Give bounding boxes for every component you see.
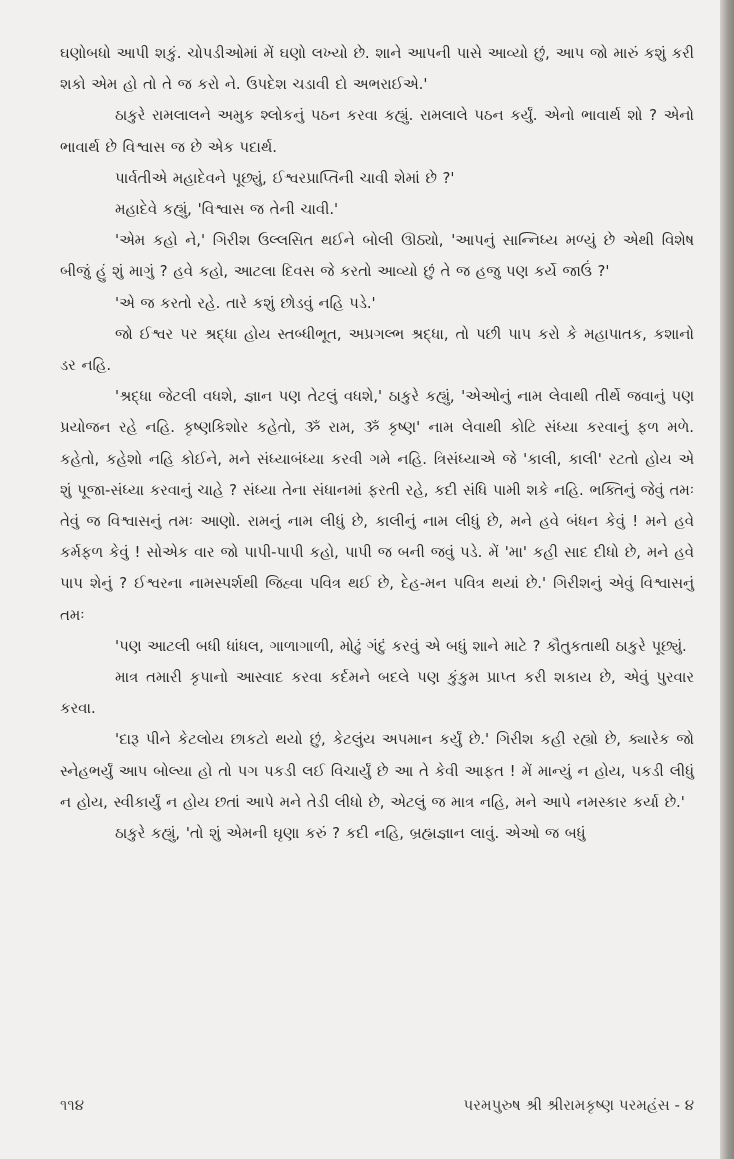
- page-edge-shadow: [720, 0, 734, 1159]
- paragraph: જો ઈશ્વર પર શ્રદ્ધા હોય સ્તબ્ધીભૂત, અપ્રગલ્ભ શ્રદ્ધા, તો પછી પાપ કરો કે મહાપાતક, કશાનો ડર નહિ.: [60, 325, 694, 375]
- paragraph: 'એમ કહો ને,' ગિરીશ ઉલ્લસિત થઈને બોલી ઊઠ્યો, 'આપનું સાન્નિધ્ય મળ્યું છે એથી વિશેષ બીજું હું શું માગું ? હવે કહો, આટલા દિવસ જે કરતો આવ્યો છું તે જ હજુ પણ કર્યે જાઉં ?': [60, 232, 694, 281]
- paragraph: ઘણોબધો આપી શકું. ચોપડીઓમાં મેં ઘણો લખ્યો છે. શાને આપની પાસે આવ્યો છું, આપ જો મારું કશું કરી શકો એમ હો તો તે જ કરો ને. ઉપદેશ ચડાવી દો અભરાઈએ.': [60, 45, 694, 94]
- paragraph: 'એ જ કરતો રહે. તારે કશું છોડવું નહિ પડે.': [115, 294, 376, 312]
- paragraph: 'દારૂ પીને કેટલોય છાકટો થયો છું, કેટલુંય અપમાન કર્યું છે.' ગિરીશ કહી રહ્યો છે, ક્યારેક જો સ્નેહભર્યું આપ બોલ્યા હો તો પગ પકડી લઈ વિચાર્યું છે આ તે કેવી આફત ! મેં માન્યું ન હોય, પકડી લીધું ન હોય, સ્વીકાર્યું ન હોય છતાં આપે મને તેડી લીધો છે, એટલું જ માત્ર નહિ, મને આપે નમસ્કાર કર્યા છે.': [60, 731, 694, 811]
- paragraph: મહાદેવે કહ્યું, 'વિશ્વાસ જ તેની ચાવી.': [115, 201, 339, 219]
- body-text: [60, 38, 694, 849]
- paragraph: ઠાકુરે રામલાલને અમુક શ્લોકનું પઠન કરવા કહ્યું. રામલાલે પઠન કર્યું. એનો ભાવાર્થ શો ? એનો ભાવાર્થ છે વિશ્વાસ જ છે એક પદાર્થ.: [60, 107, 694, 156]
- paragraph: પાર્વતીએ મહાદેવને પૂછ્યું, ઈશ્વરપ્રાપ્તિની ચાવી શેમાં છે ?': [115, 169, 455, 187]
- paragraph: ઠાકુરે કહ્યું, 'તો શું એમની ઘૃણા કરું ? કદી નહિ, બ્રહ્મજ્ઞાન લાવું. એઓ જ બધું: [115, 825, 586, 843]
- page-number: ૧૧૪: [60, 1096, 85, 1114]
- paragraph: 'પણ આટલી બધી ધાંધલ, ગાળાગાળી, મોઢું ગંદું કરવું એ બધું શાને માટે ? કૌતુકતાથી ઠાકુરે પૂછ્યું.: [115, 637, 687, 655]
- page-footer: [60, 1096, 694, 1124]
- paragraph: 'શ્રદ્ધા જેટલી વધશે, જ્ઞાન પણ તેટલું વધશે,' ઠાકુરે કહ્યું, 'એઓનું નામ લેવાથી તીર્થે જવાનું પણ પ્રયોજન રહે નહિ. કૃષ્ણકિશોર કહેતો, ૐ રામ, ૐ કૃષ્ણ' નામ લેવાથી કોટિ સંધ્યા કરવાનું ફળ મળે. કહેતો, કહેશો નહિ કોઈને, મને સંધ્યાબંધ્યા કરવી ગમે નહિ. ત્રિસંધ્યાએ જે 'કાલી, કાલી' રટતો હોય એ શું પૂજા-સંધ્યા કરવાનું ચાહે ? સંધ્યા તેના સંધાનમાં ફરતી રહે, કદી સંધિ પામી શકે નહિ. ભક્તિનું જેવું તમઃ તેવું જ વિશ્વાસનું તમઃ આણો. રામનું નામ લીધું છે, કાલીનું નામ લીધું છે, મને હવે બંધન કેવું ! મને હવે કર્મફળ કેવું ! સોએક વાર જો પાપી-પાપી કહો, પાપી જ બની જવું પડે. મેં 'મા' કહી સાદ દીધો છે, મને હવે પાપ શેનું ? ઈશ્વરના નામસ્પર્શથી જિહ્વા પવિત્ર થઈ છે, દેહ-મન પવિત્ર થયાં છે.' ગિરીશનું એવું વિશ્વાસનું તમઃ: [60, 388, 694, 624]
- paragraph: માત્ર તમારી કૃપાનો આસ્વાદ કરવા કર્દમને બદલે પણ કુંકુમ પ્રાપ્ત કરી શકાય છે, એવું પુરવાર કરવા.: [60, 669, 694, 718]
- running-title: પરમપુરુષ શ્રી શ્રીરામકૃષ્ણ પરમહંસ - ૪: [463, 1096, 694, 1114]
